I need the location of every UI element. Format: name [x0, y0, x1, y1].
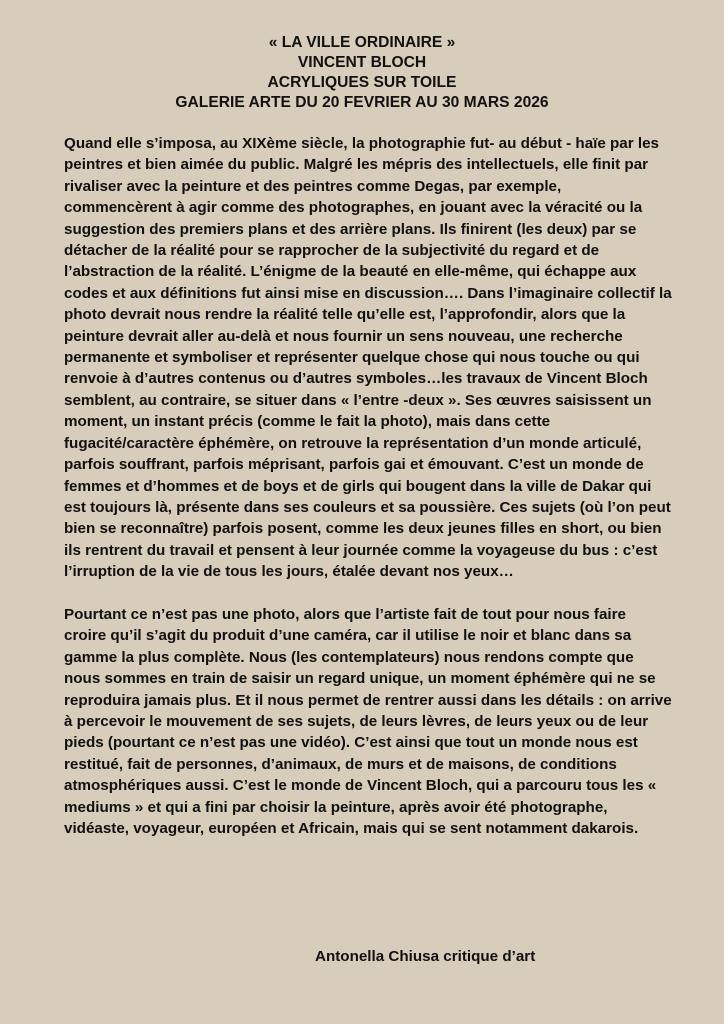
document-header — [0, 33, 724, 113]
signature: Antonella Chiusa critique d’art — [315, 948, 536, 965]
document-body — [64, 133, 672, 839]
paragraph-2: Pourtant ce n’est pas une photo, alors que l’artiste fait de tout pour nous faire croire qu’il s’agit du produit d’une caméra, car il utilise le noir et blanc dans sa gamme la plus complète. Nous (les contemplateurs) nous rendons compte que nous sommes en train de saisir un regard unique, un moment éphémère qui ne se reproduira jamais plus. Et il nous permet de rentrer aussi dans les détails : on arrive à percevoir le mouvement de ses sujets, de leurs lèvres, de leurs yeux ou de leur pieds (pourtant ce n’est pas une vidéo). C’est ainsi que tout un monde nous est restitué, fait de personnes, d’animaux, de murs et de maisons, de conditions atmosphériques aussi. C’est le monde de Vincent Bloch, qui a parcouru tous les « mediums » et qui a fini par choisir la peinture, après avoir été photographe, vidéaste, voyageur, européen et Africain, mais qui se sent notamment dakarois. — [64, 605, 672, 837]
artist-name: VINCENT BLOCH — [297, 54, 427, 71]
paragraph-1: Quand elle s’imposa, au XIXème siècle, la photographie fut- au début - haïe par les peintres et bien aimée du public. Malgré les mépris des intellectuels, elle finit par rivaliser avec la peinture et des peintres comme Degas, par exemple, commencèrent à agir comme des photographes, en jouant avec la véracité ou la suggestion des premiers plans et des arrière plans. Ils finirent (les deux) par se détacher de la réalité pour se rapprocher de la subjectivité du regard et de l’abstraction de la réalité. L’énigme de la beauté en elle-même, qui échappe aux codes et aux définitions fut ainsi mise en discussion…. Dans l’imaginaire collectif la photo devrait nous rendre la réalité telle qu’elle est, l’approfondir, alors que la peinture devrait aller au-delà et nous fournir un sens nouveau, une recherche permanente et symboliser et représenter quelque chose qui nous touche ou qui renvoie à d’autres contenus ou d’autres symboles…les travaux de Vincent Bloch semblent, au contraire, se situer dans « l’entre -deux ». Ses œuvres saisissent un moment, un instant précis (comme le fait la photo), mais dans cette fugacité/caractère éphémère, on retrouve la représentation d’un monde articulé, parfois souffrant, parfois méprisant, parfois gai et émouvant. C’est un monde de femmes et d’hommes et de boys et de girls qui bougent dans la ville de Dakar qui est toujours là, présente dans ses couleurs et sa poussière. Ces sujets (où l’on peut bien se reconnaître) parfois posent, comme les deux jeunes filles en short, ou bien ils rentrent du travail et pensent à leur journée comme la voyageuse du bus : c’est l’irruption de la vie de tous les jours, étalée devant nos yeux… — [64, 135, 672, 581]
exhibition-title: « LA VILLE ORDINAIRE » — [268, 34, 456, 51]
gallery-dates: GALERIE ARTE DU 20 FEVRIER AU 30 MARS 2026 — [175, 94, 549, 111]
medium: ACRYLIQUES SUR TOILE — [267, 74, 457, 91]
